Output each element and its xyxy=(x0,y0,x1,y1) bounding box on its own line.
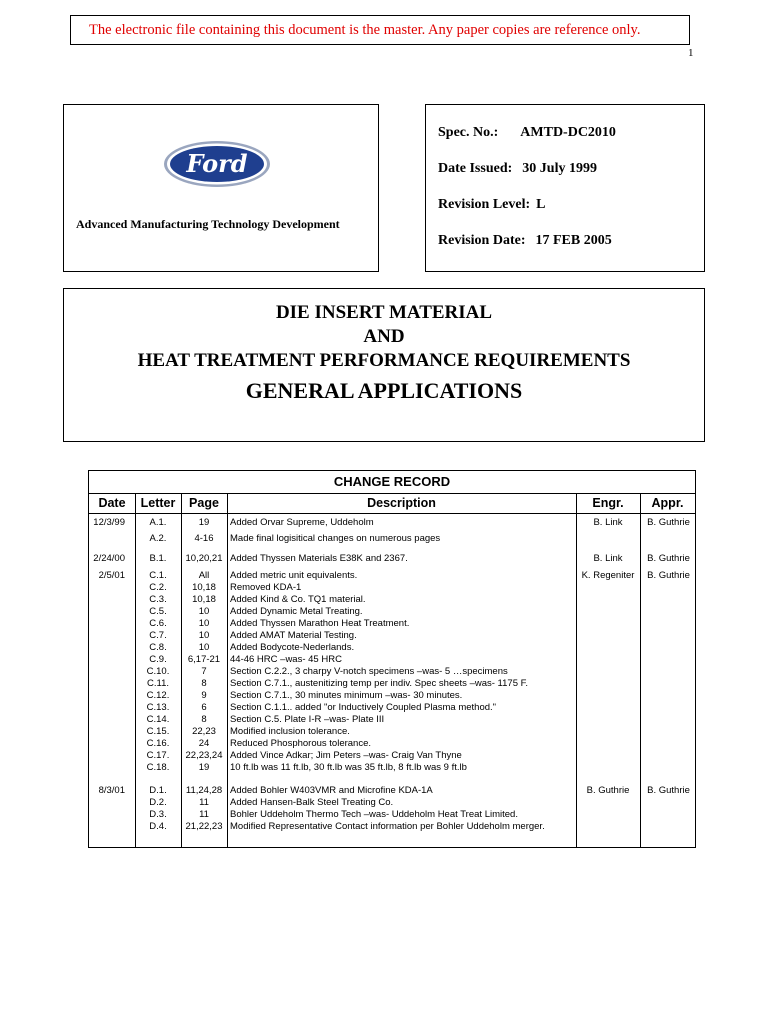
row-page: 10 xyxy=(198,642,210,653)
logo-box xyxy=(63,104,379,272)
logo-text: Ford xyxy=(186,149,248,178)
row-page: 8 xyxy=(201,714,207,725)
row-page: 11 xyxy=(199,797,209,808)
row-letter: D.2. xyxy=(149,797,167,808)
row-letter: C.5. xyxy=(149,606,167,617)
row-page: 6 xyxy=(201,702,207,713)
row-description: Reduced Phosphorous tolerance. xyxy=(230,738,372,749)
row-letter: D.4. xyxy=(149,821,167,832)
row-letter: C.6. xyxy=(149,618,167,629)
row-letter: C.16. xyxy=(146,738,170,749)
row-letter: C.12. xyxy=(146,690,170,701)
row-page: 8 xyxy=(201,678,207,689)
row-page: 11,24,28 xyxy=(185,785,223,796)
row-description: Bohler Uddeholm Thermo Tech –was- Uddeholm Heat Treat Limited. xyxy=(230,809,518,820)
row-letter: D.3. xyxy=(149,809,167,820)
row-description: Added metric unit equivalents. xyxy=(230,570,358,581)
row-approver: B. Guthrie xyxy=(647,570,690,581)
row-page: 21,22,23 xyxy=(185,821,223,832)
row-page: 10 xyxy=(198,630,210,641)
row-letter: C.10. xyxy=(146,666,170,677)
row-date: 8/3/01 xyxy=(98,785,125,796)
row-page: All xyxy=(198,570,210,581)
row-description: Section C.1.1.. added "or Inductively Coupled Plasma method." xyxy=(230,702,497,713)
row-page: 19 xyxy=(198,762,210,773)
row-description: Added Dynamic Metal Treating. xyxy=(230,606,363,617)
title-lines xyxy=(64,301,704,373)
spec-number-value: AMTD-DC2010 xyxy=(520,125,616,140)
row-letter: C.11. xyxy=(146,678,169,689)
row-engineer: B. Link xyxy=(593,517,623,528)
revision-level-row xyxy=(438,197,546,213)
column-header-date: Date xyxy=(98,496,126,510)
page-number: 1 xyxy=(688,47,694,59)
column-header-page: Page xyxy=(189,496,219,510)
change-record-table xyxy=(88,470,696,848)
date-issued-row xyxy=(438,161,597,177)
ford-logo-icon xyxy=(162,139,272,189)
date-issued-label: Date Issued: xyxy=(438,161,513,176)
row-description: Added Thyssen Materials E38K and 2367. xyxy=(230,553,408,564)
master-copy-notice xyxy=(70,15,690,45)
subtitle: GENERAL APPLICATIONS xyxy=(245,378,523,403)
notice-text: The electronic file containing this document is the master. Any paper copies are reference only. xyxy=(89,22,641,38)
row-page: 10,20,21 xyxy=(185,553,223,564)
row-letter: A.1. xyxy=(149,517,167,528)
row-page: 4-16 xyxy=(194,533,214,544)
row-letter: A.2. xyxy=(149,533,167,544)
row-page: 9 xyxy=(201,690,207,701)
column-header-description: Description xyxy=(367,496,436,510)
row-approver: B. Guthrie xyxy=(647,553,690,564)
title-line-2: AND xyxy=(363,326,405,347)
row-page: 22,23,24 xyxy=(185,750,223,761)
row-letter: C.1. xyxy=(149,570,167,581)
row-page: 10 xyxy=(198,618,210,629)
row-page: 10,18 xyxy=(192,594,216,605)
row-page: 7 xyxy=(201,666,207,677)
revision-date-value: 17 FEB 2005 xyxy=(535,233,612,248)
spec-number-label: Spec. No.: xyxy=(438,125,499,140)
row-page: 11 xyxy=(199,809,209,820)
row-description: Section C.2.2., 3 charpy V-notch specimens –was- 5 …specimens xyxy=(230,666,508,677)
row-letter: C.9. xyxy=(149,654,167,665)
column-header-appr: Appr. xyxy=(651,496,684,510)
row-engineer: B. Link xyxy=(593,553,623,564)
row-page: 10,18 xyxy=(192,582,216,593)
spec-number-row xyxy=(438,125,616,141)
row-engineer: K. Regeniter xyxy=(581,570,635,581)
row-letter: C.8. xyxy=(149,642,167,653)
row-letter: C.17. xyxy=(146,750,170,761)
row-letter: B.1. xyxy=(149,553,167,564)
row-description: Added Vince Adkar; Jim Peters –was- Craig Van Thyne xyxy=(230,750,462,761)
revision-date-row xyxy=(438,233,612,249)
column-header-letter: Letter xyxy=(140,496,176,510)
row-letter: C.13. xyxy=(146,702,170,713)
row-description: Section C.7.1., austenitizing temp per indiv. Spec sheets –was- 1175 F. xyxy=(230,678,529,689)
row-letter: C.18. xyxy=(146,762,170,773)
title-line-3: HEAT TREATMENT PERFORMANCE REQUIREMENTS xyxy=(137,350,631,371)
row-date: 12/3/99 xyxy=(93,517,125,528)
header-divider xyxy=(89,513,695,514)
row-description: Modified inclusion tolerance. xyxy=(230,726,350,737)
row-date: 2/5/01 xyxy=(98,570,125,581)
revision-date-label: Revision Date: xyxy=(438,233,526,248)
row-description: Added Kind & Co. TQ1 material. xyxy=(230,594,366,605)
document-title-box xyxy=(63,288,705,442)
revision-level-value: L xyxy=(536,197,546,212)
row-page: 10 xyxy=(198,606,210,617)
row-engineer: B. Guthrie xyxy=(586,785,630,796)
row-letter: C.14. xyxy=(146,714,170,725)
title-line-1: DIE INSERT MATERIAL xyxy=(275,302,493,323)
column-divider xyxy=(227,493,228,847)
row-page: 6,17-21 xyxy=(187,654,221,665)
row-description: Section C.7.1., 30 minutes minimum –was- 30 minutes. xyxy=(230,690,463,701)
row-letter: D.1. xyxy=(149,785,167,796)
row-description: Section C.5. Plate I-R –was- Plate III xyxy=(230,714,385,725)
change-record-heading: CHANGE RECORD xyxy=(89,471,695,494)
row-letter: C.7. xyxy=(149,630,167,641)
row-description: Added AMAT Material Testing. xyxy=(230,630,357,641)
row-approver: B. Guthrie xyxy=(647,517,690,528)
row-description: Added Bodycote-Nederlands. xyxy=(230,642,355,653)
column-header-engr: Engr. xyxy=(592,496,624,510)
row-description: Made final logisitical changes on numerous pages xyxy=(230,533,441,544)
row-description: Added Orvar Supreme, Uddeholm xyxy=(230,517,374,528)
row-letter: C.15. xyxy=(146,726,170,737)
row-description: Added Bohler W403VMR and Microfine KDA-1A xyxy=(230,785,433,796)
row-date: 2/24/00 xyxy=(93,553,125,564)
row-page: 24 xyxy=(198,738,210,749)
spec-info-box xyxy=(425,104,705,272)
row-description: Modified Representative Contact information per Bohler Uddeholm merger. xyxy=(230,821,545,832)
date-issued-value: 30 July 1999 xyxy=(522,161,597,176)
row-description: 44-46 HRC –was- 45 HRC xyxy=(230,654,342,665)
revision-level-label: Revision Level: xyxy=(438,197,531,212)
row-description: 10 ft.lb was 11 ft.lb, 30 ft.lb was 35 ft.lb, 8 ft.lb was 9 ft.lb xyxy=(230,762,467,773)
row-approver: B. Guthrie xyxy=(647,785,690,796)
row-description: Added Thyssen Marathon Heat Treatment. xyxy=(230,618,410,629)
organization-name: Advanced Manufacturing Technology Development xyxy=(76,217,340,231)
row-description: Added Hansen-Balk Steel Treating Co. xyxy=(230,797,394,808)
row-letter: C.3. xyxy=(149,594,167,605)
row-letter: C.2. xyxy=(149,582,167,593)
row-description: Removed KDA-1 xyxy=(230,582,302,593)
row-page: 22,23 xyxy=(192,726,216,737)
row-page: 19 xyxy=(198,517,210,528)
